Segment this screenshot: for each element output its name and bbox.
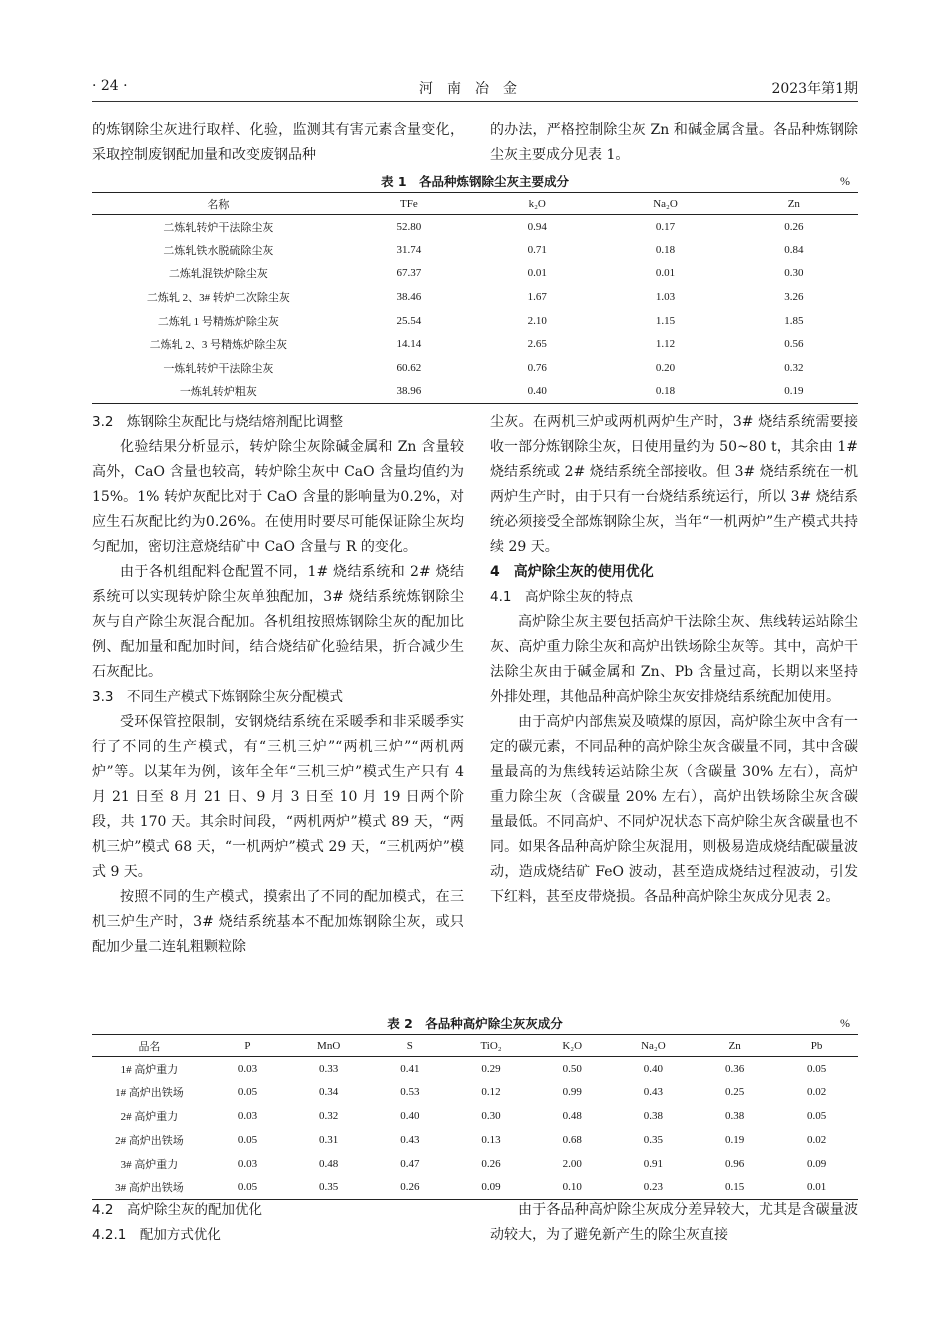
table-cell: 0.01 <box>775 1175 858 1199</box>
table-cell: 38.96 <box>345 380 473 404</box>
paragraph: 由于各机组配料仓配置不同，1# 烧结系统和 2# 烧结系统可以实现转炉除尘灰单独配加，3# 烧结系统炼钢除尘灰与自产除尘灰混合配加。各机组按照炼钢除尘灰的配加比例、配加量和配加时间，结合烧结矿化验结果，折合减少生石灰配比。 <box>92 564 464 680</box>
table-cell: 0.26 <box>369 1175 450 1199</box>
table-cell: 0.05 <box>237 1133 258 1146</box>
table-cell: 0.31 <box>319 1133 339 1146</box>
table-cell: 0.34 <box>319 1086 339 1099</box>
paragraph: 由于高炉内部焦炭及喷煤的原因，高炉除尘灰中含有一定的碳元素，不同品种的高炉除尘灰含碳量不同，其中含碳量最高的为焦线转运站除尘灰（含碳量 30% 左右），高炉重力除尘灰（含碳量 20% 左右），高炉出铁场除尘灰含碳量最低。不同高炉、不同炉况状态下高炉除尘灰含碳量也不同。如果各品种高炉除尘灰混用，则极易造成烧结配碳量波动，造成烧结矿 FeO 波动，甚至造成烧结过程波动，引发下红料，甚至皮带烧损。各品种高炉除尘灰成分见表 2。 <box>490 714 858 905</box>
table-cell: 0.35 <box>288 1175 369 1199</box>
table-cell: 1.67 <box>527 291 547 304</box>
table-cell: 0.96 <box>724 1157 745 1170</box>
table-row <box>92 1175 858 1199</box>
table-cell: 0.32 <box>784 361 804 374</box>
table-cell: 0.09 <box>450 1175 531 1199</box>
table-cell: 2.10 <box>527 314 547 327</box>
table2-header: S <box>369 1035 450 1057</box>
table-cell: 0.26 <box>784 220 804 233</box>
table1-header: Na₂O <box>601 193 729 215</box>
table2 <box>92 1034 858 1200</box>
table-cell: 0.23 <box>613 1175 694 1199</box>
table-cell: 2.00 <box>562 1157 582 1170</box>
table-cell: 0.47 <box>400 1157 420 1170</box>
table-cell: 0.48 <box>319 1157 339 1170</box>
table-cell: 60.62 <box>396 361 422 374</box>
table-cell: 0.53 <box>400 1086 420 1099</box>
section-heading-4: 4 高炉除尘灰的使用优化 <box>490 564 654 580</box>
table-row <box>92 1104 858 1128</box>
table-cell: 14.14 <box>396 338 422 351</box>
table-cell: 0.48 <box>562 1109 582 1122</box>
right-column <box>490 410 858 910</box>
section-heading-3-3: 3.3 不同生产模式下炼钢除尘灰分配模式 <box>92 689 343 705</box>
table-cell: 0.05 <box>237 1086 258 1099</box>
table-cell: 0.84 <box>784 243 804 256</box>
table-row <box>92 380 858 404</box>
table-cell: 0.01 <box>655 267 676 280</box>
table-cell: 二炼轧混铁炉除尘灰 <box>168 268 268 281</box>
table2-header: Zn <box>694 1035 775 1057</box>
table2-header: TiO₂ <box>450 1035 531 1057</box>
table-row <box>92 262 858 286</box>
table-cell: 3# 高炉重力 <box>120 1158 179 1171</box>
table-row <box>92 1128 858 1152</box>
table-cell: 0.19 <box>724 1133 745 1146</box>
table-cell: 0.02 <box>806 1086 827 1099</box>
table-cell: 0.30 <box>481 1109 501 1122</box>
table-cell: 0.30 <box>784 267 804 280</box>
table-cell: 0.13 <box>481 1133 501 1146</box>
left-column <box>92 410 464 960</box>
table-cell: 0.50 <box>562 1062 582 1075</box>
table-cell: 1.12 <box>655 338 676 351</box>
table-row <box>92 285 858 309</box>
table-cell: 0.02 <box>806 1133 827 1146</box>
table2-header: 品名 <box>92 1035 207 1057</box>
table-cell: 二炼轧铁水脱硫除尘灰 <box>163 244 274 257</box>
section-heading-3-2: 3.2 炼钢除尘灰配比与烧结熔剂配比调整 <box>92 414 343 430</box>
table-cell: 0.03 <box>237 1109 258 1122</box>
top-right-column <box>490 118 858 168</box>
bottom-left-column <box>92 1198 464 1248</box>
table1-unit: % <box>840 174 850 188</box>
table-cell: 1.03 <box>655 291 676 304</box>
table-cell: 52.80 <box>396 220 422 233</box>
table-cell: 0.43 <box>643 1086 664 1099</box>
table-cell: 2# 高炉重力 <box>120 1110 179 1123</box>
table-cell: 1.15 <box>655 314 676 327</box>
table1-header: Zn <box>730 193 858 215</box>
table-cell: 0.33 <box>319 1062 339 1075</box>
table-cell: 0.26 <box>481 1157 501 1170</box>
table-row <box>92 309 858 333</box>
table1-header: k₂O <box>473 193 601 215</box>
paragraph: 化验结果分析显示，转炉除尘灰除碱金属和 Zn 含量较高外，CaO 含量也较高，转炉除尘灰中 CaO 含量均值约为 15%。1% 转炉灰配比对于 CaO 含量的影响量为0.2%，对应生石灰配比约为0.26%。在使用时要尽可能保证除尘灰均匀配加，密切注意烧结矿中 CaO 含量与 R 的变化。 <box>92 439 464 555</box>
table-row <box>92 1057 858 1081</box>
table-cell: 二炼轧转炉干法除尘灰 <box>163 221 274 234</box>
table-row <box>92 1152 858 1176</box>
table2-header: K₂O <box>532 1035 613 1057</box>
table-cell: 0.20 <box>655 361 676 374</box>
table-row <box>92 356 858 380</box>
table2-header: MnO <box>288 1035 369 1057</box>
table-cell: 0.56 <box>784 338 804 351</box>
table-cell: 二炼轧 2、3# 转炉二次除尘灰 <box>146 292 290 305</box>
paragraph: 按照不同的生产模式，摸索出了不同的配加模式，在三机三炉生产时，3# 烧结系统基本不配加炼钢除尘灰，或只配加少量二连轧粗颗粒除 <box>92 889 464 955</box>
paragraph: 受环保管控限制，安钢烧结系统在采暖季和非采暖季实行了不同的生产模式，有“三机三炉”“两机三炉”“两机两炉”等。以某年为例，该年全年“三机三炉”模式生产只有 4 月 21 日至 8 月 21 日、9 月 3 日至 10 月 19 日两个阶段，共 170 天。其余时间段，“两机两炉”模式 89 天，“两机三炉”模式 68 天，“一机两炉”模式 29 天，“三机两炉”模式 9 天。 <box>92 714 464 880</box>
table-cell: 0.18 <box>655 243 676 256</box>
table-cell: 0.36 <box>724 1062 745 1075</box>
table-cell: 0.15 <box>694 1175 775 1199</box>
issue-label: 2023年第1期 <box>771 81 858 97</box>
table-cell: 0.41 <box>400 1062 420 1075</box>
table-cell: 0.40 <box>473 380 601 404</box>
paragraph: 高炉除尘灰主要包括高炉干法除尘灰、焦线转运站除尘灰、高炉重力除尘灰和高炉出铁场除尘灰等。其中，高炉干法除尘灰由于碱金属和 Zn、Pb 含量过高，长期以来坚持外排处理，其他品种高炉除尘灰安排烧结系统配加使用。 <box>490 614 858 705</box>
table2-caption: 表 2 各品种高炉除尘灰灰成分 <box>387 1016 563 1031</box>
table1-header: TFe <box>345 193 473 215</box>
table-cell: 0.25 <box>724 1086 745 1099</box>
table2-header: Pb <box>775 1035 858 1057</box>
table-cell: 0.38 <box>643 1109 664 1122</box>
running-header <box>92 78 858 102</box>
table-cell: 0.18 <box>601 380 729 404</box>
table-cell: 0.71 <box>527 243 547 256</box>
table1-header-row <box>92 193 858 215</box>
table-cell: 一炼轧转炉干法除尘灰 <box>163 362 274 375</box>
table-cell: 二炼轧 2、3 号精炼炉除尘灰 <box>149 339 288 352</box>
page-number: · 24 · <box>92 78 128 94</box>
table-cell: 0.94 <box>527 220 547 233</box>
table-row <box>92 215 858 239</box>
section-heading-4-2-1: 4.2.1 配加方式优化 <box>92 1227 221 1243</box>
table-cell: 0.05 <box>806 1062 827 1075</box>
table-cell: 0.91 <box>643 1157 664 1170</box>
table-cell: 0.38 <box>724 1109 745 1122</box>
table-cell: 3# 高炉出铁场 <box>92 1175 207 1199</box>
table-cell: 一炼轧转炉粗灰 <box>92 380 345 404</box>
table-cell: 0.29 <box>481 1062 501 1075</box>
table-cell: 0.17 <box>655 220 676 233</box>
paragraph: 的办法，严格控制除尘灰 Zn 和碱金属含量。各品种炼钢除尘灰主要成分见表 1。 <box>490 122 858 163</box>
table-cell: 1# 高炉重力 <box>120 1063 179 1076</box>
table-cell: 1# 高炉出铁场 <box>115 1087 184 1100</box>
section-heading-4-2: 4.2 高炉除尘灰的配加优化 <box>92 1202 262 1218</box>
table-cell: 38.46 <box>396 291 422 304</box>
table-cell: 0.19 <box>730 380 858 404</box>
table-cell: 0.99 <box>562 1086 582 1099</box>
table-cell: 0.43 <box>400 1133 420 1146</box>
paragraph: 尘灰。在两机三炉或两机两炉生产时，3# 烧结系统需要接收一部分炼钢除尘灰，日使用量约为 50~80 t，其余由 1# 烧结系统或 2# 烧结系统全部接收。但 3# 烧结系统在一机两炉生产时，由于只有一台烧结系统运行，所以 3# 烧结系统必须接受全部炼钢除尘灰，当年“一机两炉”生产模式共持续 29 天。 <box>490 414 858 555</box>
table-cell: 0.05 <box>207 1175 288 1199</box>
table-row <box>92 238 858 262</box>
table-cell: 3.26 <box>784 291 804 304</box>
table-cell: 2# 高炉出铁场 <box>115 1134 184 1147</box>
table1 <box>92 192 858 404</box>
table-cell: 0.01 <box>527 267 547 280</box>
table-row <box>92 1080 858 1104</box>
top-left-column <box>92 118 464 168</box>
table-cell: 0.76 <box>527 361 547 374</box>
table-cell: 25.54 <box>396 314 422 327</box>
section-heading-4-1: 4.1 高炉除尘灰的特点 <box>490 589 633 605</box>
table-cell: 0.12 <box>481 1086 501 1099</box>
paragraph: 的炼钢除尘灰进行取样、化验，监测其有害元素含量变化，采取控制废钢配加量和改变废钢品种 <box>92 122 464 163</box>
table-cell: 0.35 <box>643 1133 664 1146</box>
table2-header: P <box>207 1035 288 1057</box>
table-cell: 0.05 <box>806 1109 827 1122</box>
table-cell: 0.32 <box>319 1109 339 1122</box>
table-cell: 0.40 <box>400 1109 420 1122</box>
table1-header: 名称 <box>92 193 345 215</box>
table-cell: 1.85 <box>784 314 804 327</box>
paragraph: 由于各品种高炉除尘灰成分差异较大，尤其是含碳量波动较大，为了避免新产生的除尘灰直接 <box>490 1202 858 1243</box>
table-row <box>92 332 858 356</box>
table2-header-row <box>92 1035 858 1057</box>
table-cell: 0.68 <box>562 1133 582 1146</box>
table2-header: Na₂O <box>613 1035 694 1057</box>
journal-title: 河南冶金 <box>419 81 531 97</box>
table-cell: 二炼轧 1 号精炼炉除尘灰 <box>157 315 279 328</box>
table-cell: 0.40 <box>643 1062 664 1075</box>
bottom-right-column <box>490 1198 858 1248</box>
table2-unit: % <box>840 1016 850 1030</box>
table-cell: 0.03 <box>237 1157 258 1170</box>
table-cell: 31.74 <box>396 243 422 256</box>
table1-caption: 表 1 各品种炼钢除尘灰主要成分 <box>380 174 570 189</box>
table-cell: 0.09 <box>806 1157 827 1170</box>
table-cell: 67.37 <box>396 267 422 280</box>
table-cell: 2.65 <box>527 338 547 351</box>
table-cell: 0.03 <box>237 1062 258 1075</box>
table-cell: 0.10 <box>532 1175 613 1199</box>
